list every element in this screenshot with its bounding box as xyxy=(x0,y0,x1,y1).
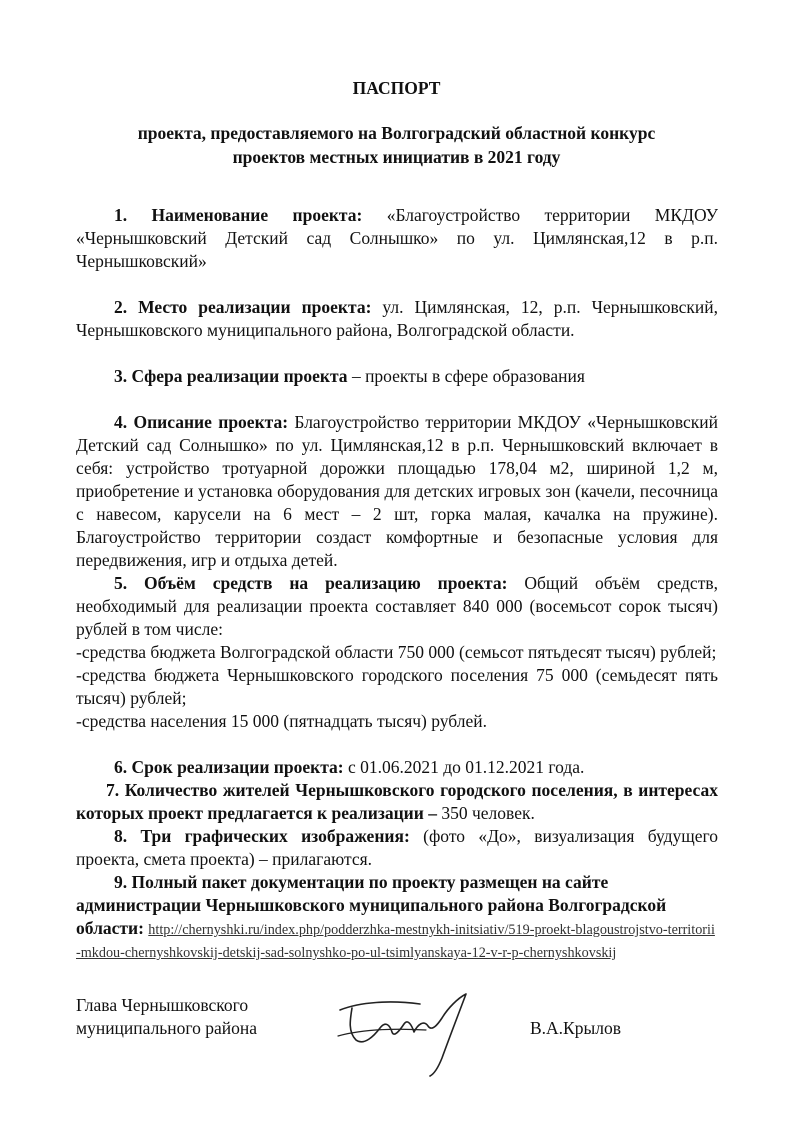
subtitle-line-1: проекта, предоставляемого на Волгоградский областной конкурс xyxy=(137,123,656,143)
section-3-text: – проекты в сфере образования xyxy=(347,366,585,386)
section-1-heading: 1. Наименование проекта: xyxy=(114,205,363,225)
document-body xyxy=(76,204,718,963)
funding-item-municipal: -средства бюджета Чернышковского городского поселения 75 000 (семьдесят пять тысяч) рублей; xyxy=(76,665,718,708)
section-8-heading: 8. Три графических изображения: xyxy=(114,826,410,846)
section-4-heading: 4. Описание проекта: xyxy=(114,412,289,432)
project-docs-link[interactable]: http://chernyshki.ru/index.php/podderzhka-mestnykh-initsiativ/519-proekt-blagoustrojstvo-territorii-mkdou-chernyshkovskij-detskij-sad-solnyshko-po-ul-tsimlyanskaya-12-v-r-p-chernyshkovskij xyxy=(76,922,715,961)
section-2-heading: 2. Место реализации проекта: xyxy=(114,297,372,317)
section-7 xyxy=(76,779,718,825)
section-4 xyxy=(76,411,718,572)
handwritten-signature xyxy=(330,980,480,1080)
section-5 xyxy=(76,572,718,641)
section-1-text: «Благоустройство территории МКДОУ «Чернышковский Детский сад Солнышко» по ул. Цимлянская,12 в р.п. Чернышковский» xyxy=(76,205,719,271)
section-7-text: 350 человек. xyxy=(436,803,535,823)
section-1 xyxy=(76,204,718,273)
section-8-text: (фото «До», визуализация будущего проекта, смета проекта) – прилагаются. xyxy=(76,826,718,869)
document-subtitle xyxy=(0,121,793,169)
section-3 xyxy=(76,365,718,388)
section-3-heading: 3. Сфера реализации проекта xyxy=(114,366,348,386)
section-5-text: Общий объём средств, необходимый для реализации проекта составляет 840 000 (восемьсот сорок тысяч) рублей в том числе: xyxy=(76,573,718,639)
signatory-position xyxy=(76,994,336,1040)
section-7-heading: 7. Количество жителей Чернышковского городского поселения, в интересах которых проект предлагается к реализации – xyxy=(76,780,718,823)
section-6 xyxy=(76,756,718,779)
section-4-text: Благоустройство территории МКДОУ «Чернышковский Детский сад Солнышко» по ул. Цимлянская,12 в р.п. Чернышковский включает в себя: устройство тротуарной дорожки площадью 178,04 м2, шириной 1,2 м, приобретение и установка оборудования для детских игровых зон (качели, песочница с навесом, карусели на 6 мест – 2 шт, горка малая, качалка на пружине). Благоустройство территории создаст комфортные и безопасные условия для передвижения, игр и отдыха детей. xyxy=(76,412,718,570)
section-6-text: с 01.06.2021 до 01.12.2021 года. xyxy=(343,757,585,777)
section-9-heading: 9. Полный пакет документации по проекту размещен на сайте администрации Чернышковского муниципального района Волгоградской области: xyxy=(76,872,667,938)
section-2-text: ул. Цимлянская, 12, р.п. Чернышковский, Чернышковского муниципального района, Волгоградской области. xyxy=(76,297,719,340)
section-8 xyxy=(76,825,718,871)
document-title: ПАСПОРТ xyxy=(352,78,441,98)
section-9 xyxy=(76,871,718,963)
section-2 xyxy=(76,296,718,342)
signatory-position-line-2: муниципального района xyxy=(76,1018,258,1038)
signatory-name: В.А.Крылов xyxy=(530,1018,621,1038)
signatory-position-line-1: Глава Чернышковского xyxy=(76,995,249,1015)
subtitle-line-2: проектов местных инициатив в 2021 году xyxy=(232,147,561,167)
funding-item-residents: -средства населения 15 000 (пятнадцать тысяч) рублей. xyxy=(76,711,487,731)
section-5-heading: 5. Объём средств на реализацию проекта: xyxy=(114,573,508,593)
section-6-heading: 6. Срок реализации проекта: xyxy=(114,757,344,777)
funding-item-regional: -средства бюджета Волгоградской области 750 000 (семьсот пятьдесят тысяч) рублей; xyxy=(76,642,717,662)
